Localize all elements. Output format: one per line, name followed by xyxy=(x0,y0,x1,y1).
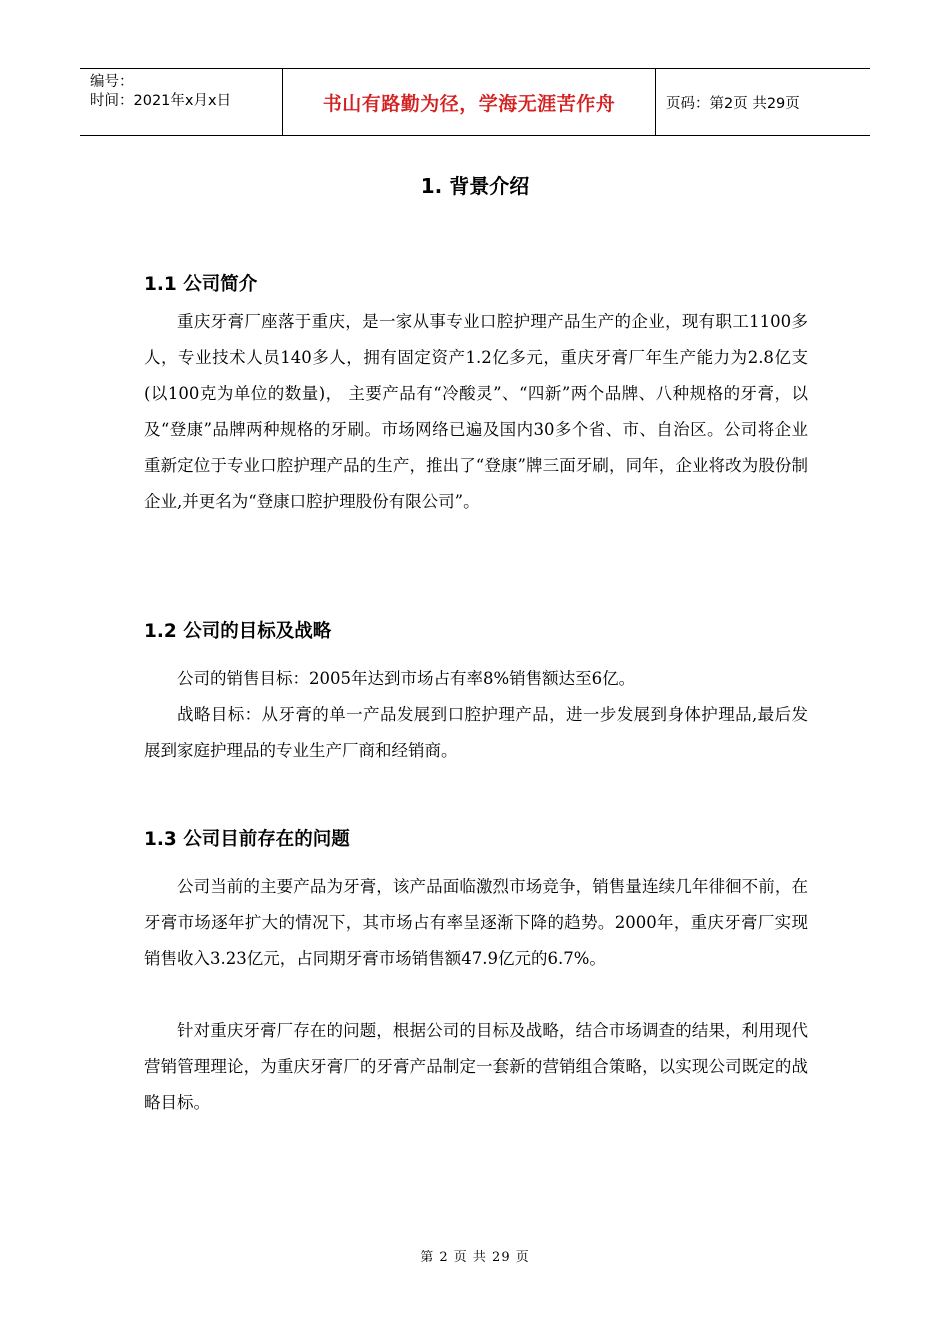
page-header xyxy=(80,68,870,136)
paragraph-proposed-solution: 针对重庆牙膏厂存在的问题，根据公司的目标及战略，结合市场调查的结果，利用现代营销管理理论，为重庆牙膏厂的牙膏产品制定一套新的营销组合策略，以实现公司既定的战略目标。 xyxy=(144,1021,808,1112)
header-meta xyxy=(80,69,282,135)
section-heading-1-2: 1.2 公司的目标及战略 xyxy=(144,621,332,642)
paragraph-company-intro: 重庆牙膏厂座落于重庆，是一家从事专业口腔护理产品生产的企业，现有职工1100多人，专业技术人员140多人，拥有固定资产1.2亿多元，重庆牙膏厂年生产能力为2.8亿支(以100克为单位的数量)， 主要产品有“冷酸灵”、“四新”两个品牌、八种规格的牙膏，以及“登康”品牌两种规格的牙刷。市场网络已遍及国内30多个省、市、自治区。公司将企业重新定位于专业口腔护理产品的生产，推出了“登康”牌三面牙刷，同年，企业将改为股份制企业,并更名为“登康口腔护理股份有限公司”。 xyxy=(144,312,808,511)
number-label: 编号： xyxy=(90,74,134,90)
section-heading-1-3: 1.3 公司目前存在的问题 xyxy=(144,829,350,850)
paragraph-strategy-target: 战略目标：从牙膏的单一产品发展到口腔护理产品，进一步发展到身体护理品,最后发展到家庭护理品的专业生产厂商和经销商。 xyxy=(144,705,808,760)
paragraph-sales-target: 公司的销售目标：2005年达到市场占有率8%销售额达至6亿。 xyxy=(177,669,636,688)
page-title: 1. 背景介绍 xyxy=(420,174,530,198)
paragraph-current-problems: 公司当前的主要产品为牙膏，该产品面临激烈市场竞争，销售量连续几年徘徊不前，在牙膏市场逐年扩大的情况下，其市场占有率呈逐渐下降的趋势。2000年，重庆牙膏厂实现销售收入3.23亿元，占同期牙膏市场销售额47.9亿元的6.7%。 xyxy=(144,877,808,968)
header-page-info: 页码：第2页 共29页 xyxy=(666,95,800,112)
header-motto: 书山有路勤为径，学海无涯苦作舟 xyxy=(282,69,656,135)
section-heading-1-1: 1.1 公司简介 xyxy=(144,274,258,295)
time-label: 时间：2021年x月x日 xyxy=(90,93,232,109)
page-footer: 第 2 页 共 29 页 xyxy=(420,1250,530,1265)
